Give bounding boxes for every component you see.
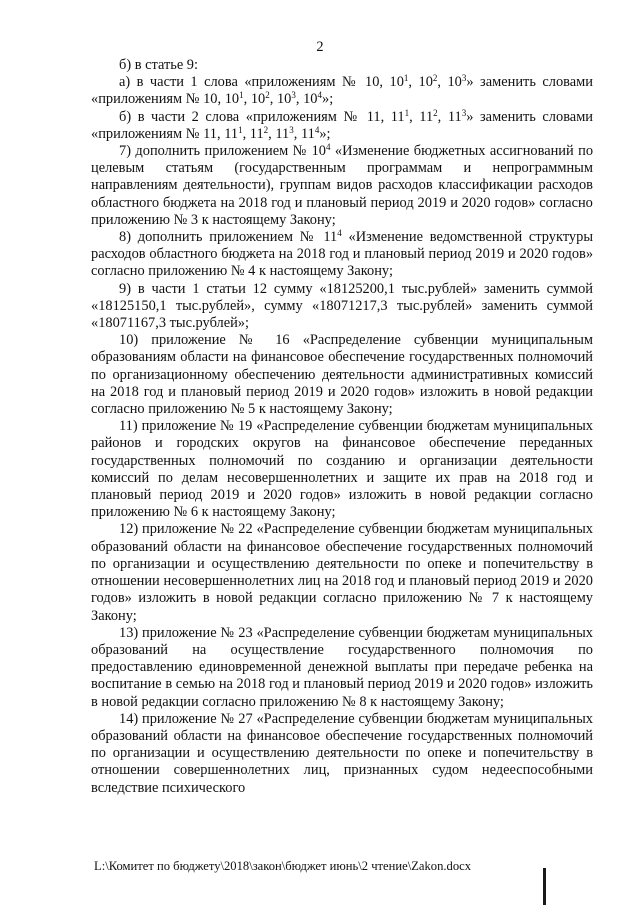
paragraph: 12) приложение № 22 «Распределение субвенции бюджетам муниципальных образований области на финансовое обеспечение государственных полномочий по организации и осуществлению деятельности по опеке и попечительству в отношении несовершеннолетних лиц на 2018 год и плановый период 2019 и 2020 годов» изложить в новой редакции согласно приложению № 7 к настоящему Закону; (91, 521, 593, 624)
paragraph: б) в статье 9: (119, 57, 199, 73)
paragraph: 7) дополнить приложением № $10^4$ «Изменение бюджетных ассигнований по целевым статьям (государственным программам и непрограммным направлениям деятельности), группам видов расходов классификации расходов областного бюджета на 2018 год и плановый период 2019 и 2020 годов» согласно приложению № 3 к настоящему Закону; (91, 142, 594, 228)
document-body (91, 57, 593, 797)
paragraph: б) в части 2 слова «приложениям № 11, $11^1$, $11^2$, $11^3$» заменить словами «приложениям № 11, $11^1$, $11^2$, $11^3$, $11^4$»; (91, 107, 593, 142)
paragraph: 14) приложение № 27 «Распределение субвенции бюджетам муниципальных образований области на финансовое обеспечение государственных полномочий по организации и осуществлению деятельности по опеке и попечительству в отношении совершеннолетних лиц, признанных судом недееспособными вследствие психического (91, 710, 593, 796)
page-number: 2 (316, 39, 324, 55)
file-path-footer: L:\Комитет по бюджету\2018\закон\бюджет июнь\2 чтение\Zakon.docx (94, 859, 471, 873)
binding-mark (543, 868, 546, 905)
paragraph: 11) приложение № 19 «Распределение субвенции бюджетам муниципальных районов и городских округов на финансовое обеспечение переданных государственных полномочий по созданию и организации деятельности комиссий по делам несовершеннолетних и защите их прав на 2018 год и плановый период 2019 и 2020 годов» изложить в новой редакции согласно приложению № 6 к настоящему Закону; (91, 418, 593, 521)
paragraph: 9) в части 1 статьи 12 сумму «18125200,1 тыс.рублей» заменить суммой «18125150,1 тыс.рублей», сумму «18071217,3 тыс.рублей» заменить суммой «18071167,3 тыс.рублей»; (91, 280, 593, 332)
paragraph: 13) приложение № 23 «Распределение субвенции бюджетам муниципальных образований на осуществление государственного полномочия по предоставлению единовременной денежной выплаты при передаче ребенка на воспитание в семью на 2018 год и плановый период 2019 и 2020 годов» изложить в новой редакции согласно приложению № 8 к настоящему Закону; (91, 624, 593, 710)
paragraph: 10) приложение № 16 «Распределение субвенции муниципальным образованиям области на финансовое обеспечение государственных полномочий по организационному обеспечению деятельности административных комиссий на 2018 год и плановый период 2019 и 2020 годов» изложить в новой редакции согласно приложению № 5 к настоящему Закону; (91, 332, 593, 418)
paragraph: 8) дополнить приложением № $11^4$ «Изменение ведомственной структуры расходов областного бюджета на 2018 год и плановый период 2019 и 2020 годов» согласно приложению № 4 к настоящему Закону; (91, 228, 594, 280)
paragraph: а) в части 1 слова «приложениям № 10, $10^1$, $10^2$, $10^3$» заменить словами «приложениям № 10, $10^1$, $10^2$, $10^3$, $10^4$»; (91, 73, 593, 108)
